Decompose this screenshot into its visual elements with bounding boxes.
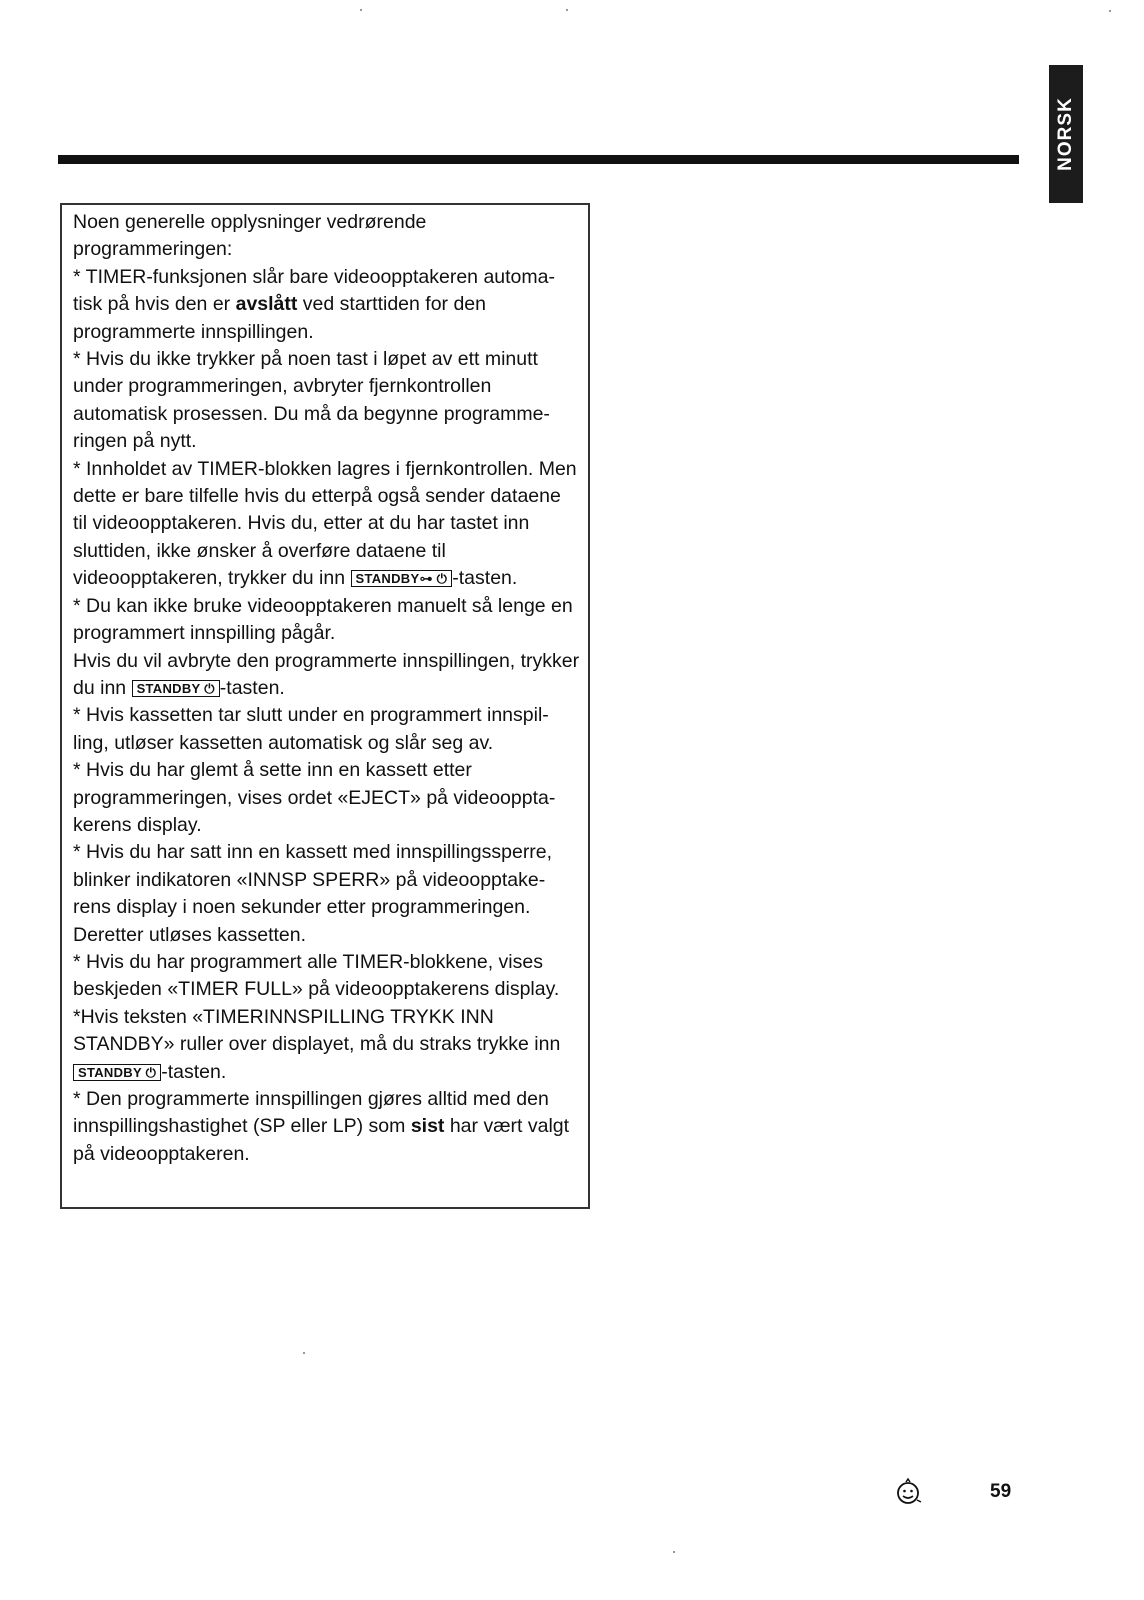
note-timeout: * Hvis du ikke trykker på noen tast i løpet av ett minutt under programmeringen, avbryter fjernkontrollen automatisk prosessen. Du må da begynne programme-ringen på nytt. [73,348,550,453]
language-tab-label: NORSK [1055,97,1076,171]
scan-speck [360,9,362,11]
standby-key-label: STANDBY ⏻ [73,1064,161,1081]
note-manual-use: * Du kan ikke bruke videoopptakeren manuelt så lenge en programmert innspilling pågår. [73,594,573,645]
notes-intro: Noen generelle opplysninger vedrørende programmeringen: [73,211,427,261]
scan-speck [673,1551,675,1553]
note-timer-block: * Innholdet av TIMER-blokken lagres i fjernkontrollen. Men dette er bare tilfelle hvis du etterpå også sender dataene til videoopptakeren. Hvis du, etter at du har tastet inn sluttiden, ikke ønsker å overføre dataene til videoopptakeren, trykker du inn STANDBY⊶ ⏻ -tasten. [73,457,577,590]
standby-key-label: STANDBY ⏻ [132,680,220,697]
page-number: 59 [990,1481,1012,1502]
note-timer-scroll: *Hvis teksten «TIMERINNSPILLING TRYKK INN STANDBY» ruller over displayet, må du straks trykke inn STANDBY ⏻ -tasten. [73,1005,561,1083]
scan-speck [566,9,568,11]
note-timer-auto: * TIMER-funksjonen slår bare videoopptakeren automa-tisk på hvis den er avslått ved starttiden for den programmerte innspillingen. [73,265,555,343]
smiley-face-icon [895,1478,923,1506]
language-tab [1049,65,1083,203]
notes-box [60,203,590,1209]
note-recording-speed: * Den programmerte innspillingen gjøres alltid med den innspillingshastighet (SP eller LP) som sist har vært valgt på videoopptakeren. [73,1088,570,1165]
note-eject: * Hvis du har glemt å sette inn en kassett etter programmeringen, vises ordet «EJECT» på videooppta-kerens display. [73,759,556,836]
note-tape-end: * Hvis kassetten tar slutt under en programmert innspil-ling, utløser kassetten automatisk og slår seg av. [73,704,549,754]
header-rule [58,155,1019,164]
note-timer-full: * Hvis du har programmert alle TIMER-blokkene, vises beskjeden «TIMER FULL» på videoopptakerens display. [73,950,560,1001]
note-record-lock: * Hvis du har satt inn en kassett med innspillingssperre, blinker indikatoren «INNSP SPERR» på videoopptake-rens display i noen sekunder etter programmeringen. Deretter utløses kassetten. [73,841,553,946]
standby-key-label: STANDBY⊶ ⏻ [351,570,453,587]
note-cancel-recording: Hvis du vil avbryte den programmerte innspillingen, trykker du inn STANDBY ⏻ -tasten. [73,649,580,699]
scan-speck [1109,10,1111,12]
scan-speck [303,1352,305,1354]
